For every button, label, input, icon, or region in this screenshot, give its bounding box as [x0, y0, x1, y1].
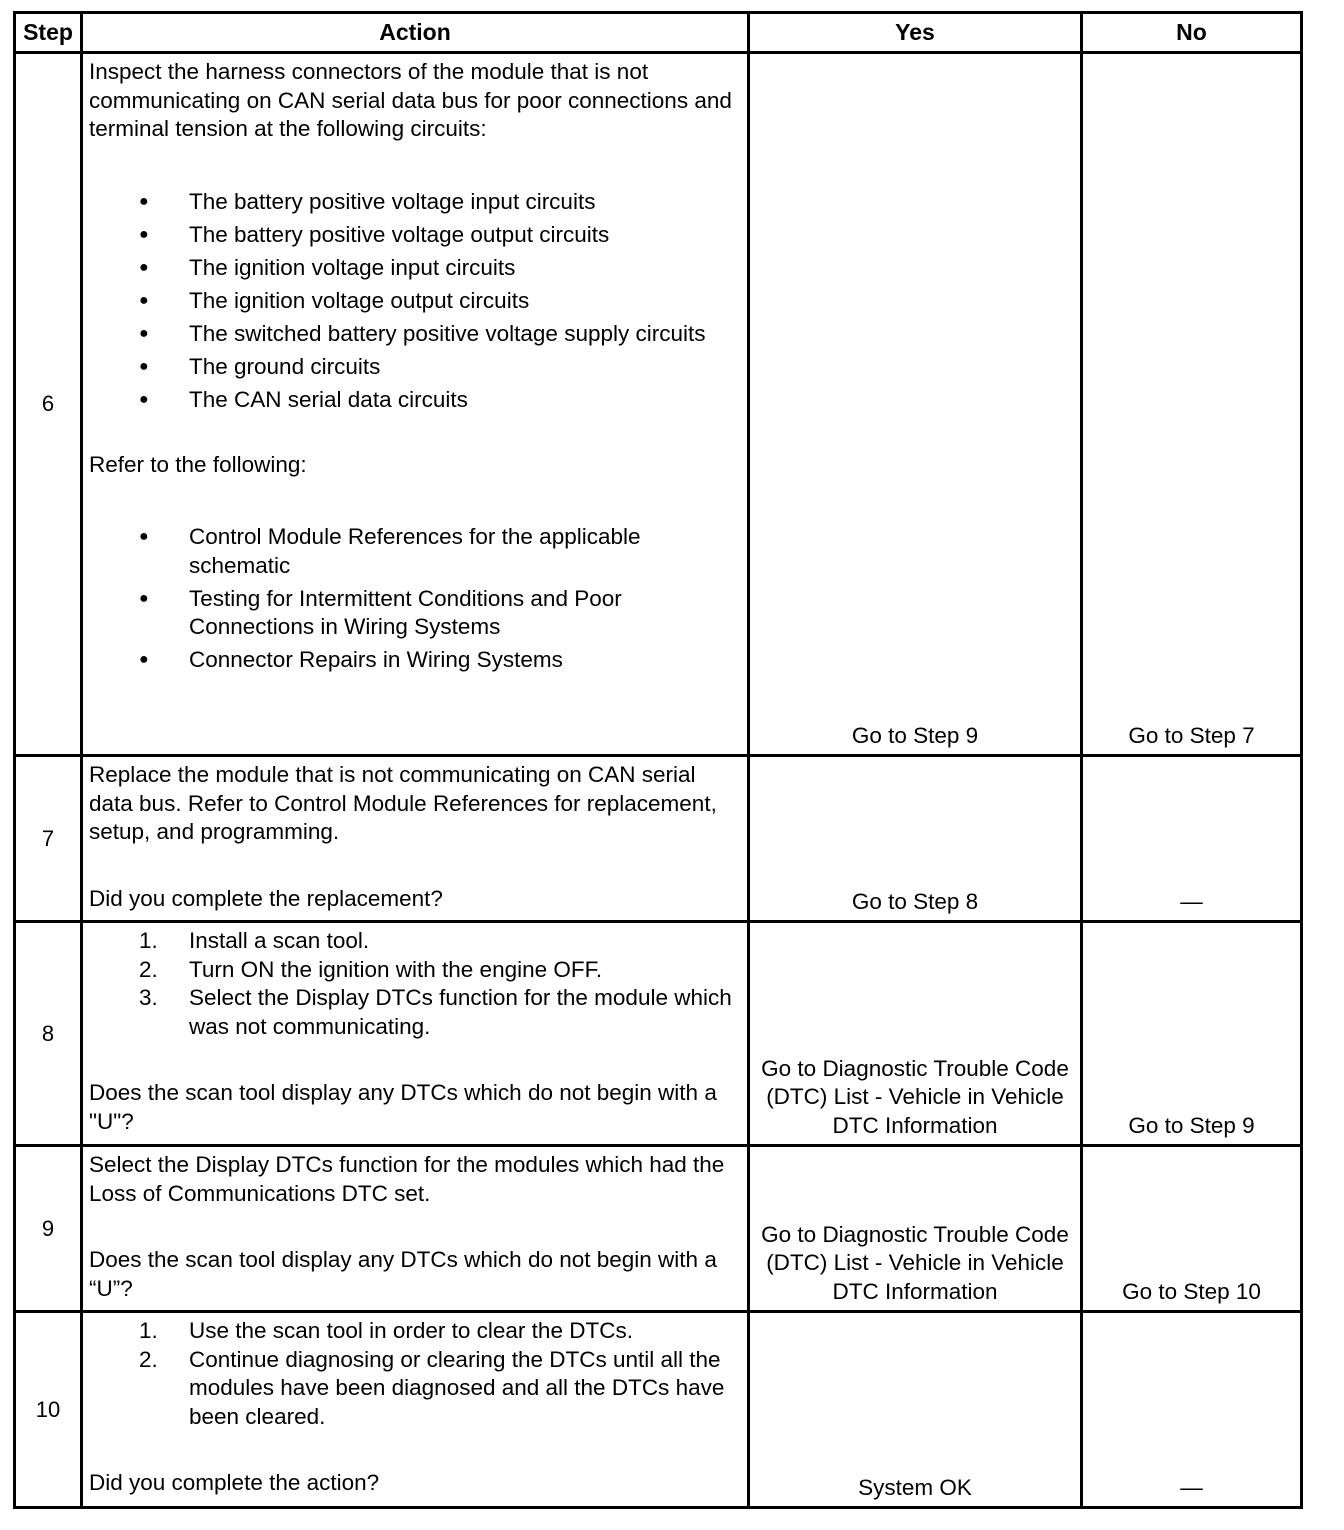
list-item: ● The ground circuits [89, 353, 737, 382]
step-number: 9 [15, 1146, 82, 1312]
action-intro: Inspect the harness connectors of the module that is not communicating on CAN serial data bus for poor connections and terminal tension at the following circuits: [89, 59, 732, 141]
header-no: No [1082, 13, 1302, 53]
refer-label: Refer to the following: [89, 451, 307, 477]
list-text: Install a scan tool. [189, 928, 370, 953]
table-row [15, 756, 1302, 922]
list-number: 2. [139, 956, 158, 982]
list-number: 2. [139, 1346, 158, 1372]
action-cell [82, 756, 749, 922]
list-item: ● The ignition voltage input circuits [89, 254, 737, 283]
action-question: Does the scan tool display any DTCs which do not begin with a “U”? [89, 1247, 717, 1301]
step-number: 8 [15, 922, 82, 1146]
action-cell [82, 922, 749, 1146]
list-item: ● Connector Repairs in Wiring Systems [89, 646, 737, 675]
list-item: ● Control Module References for the applicable schematic [89, 523, 737, 580]
list-item: ● Testing for Intermittent Conditions and Poor Connections in Wiring Systems [89, 585, 737, 642]
list-item: ● The ignition voltage output circuits [89, 287, 737, 316]
list-item: ● The battery positive voltage output circuits [89, 221, 737, 250]
list-text: Turn ON the ignition with the engine OFF. [189, 956, 603, 982]
yes-cell: Go to Diagnostic Trouble Code (DTC) List - Vehicle in Vehicle DTC Information [749, 922, 1082, 1146]
procedure-list [89, 927, 737, 1041]
list-text: Continue diagnosing or clearing the DTCs until all the modules have been diagnosed and all the DTCs have been cleared. [189, 1346, 725, 1429]
list-text: Use the scan tool in order to clear the DTCs. [189, 1318, 633, 1343]
step-number: 6 [15, 53, 82, 756]
no-cell: Go to Step 9 [1082, 922, 1302, 1146]
list-number: 1. [139, 1318, 158, 1343]
table-row [15, 1146, 1302, 1312]
yes-cell: Go to Step 9 [749, 53, 1082, 756]
no-cell: — [1082, 756, 1302, 922]
action-cell [82, 1146, 749, 1312]
no-cell: Go to Step 7 [1082, 53, 1302, 756]
list-item [89, 1317, 737, 1346]
action-question: Did you complete the action? [89, 1470, 380, 1495]
action-question: Does the scan tool display any DTCs which do not begin with a "U"? [89, 1080, 717, 1134]
yes-cell: Go to Step 8 [749, 756, 1082, 922]
action-cell [82, 53, 749, 756]
no-cell: — [1082, 1312, 1302, 1508]
list-item: ● The battery positive voltage input circuits [89, 188, 737, 217]
list-item [89, 1346, 737, 1432]
action-cell [82, 1312, 749, 1508]
action-question: Did you complete the replacement? [89, 885, 443, 911]
table-row [15, 1312, 1302, 1508]
header-row [15, 13, 1302, 53]
list-item [89, 927, 737, 956]
list-text: Select the Display DTCs function for the module which was not communicating. [189, 985, 732, 1039]
action-text: Replace the module that is not communicating on CAN serial data bus. Refer to Control Module References for replacement, setup, and programming. [89, 762, 717, 844]
reference-list [89, 523, 737, 675]
no-cell: Go to Step 10 [1082, 1146, 1302, 1312]
table-row [15, 922, 1302, 1146]
list-number: 1. [139, 928, 158, 953]
list-item: ● The CAN serial data circuits [89, 386, 737, 415]
yes-cell: System OK [749, 1312, 1082, 1508]
list-item [89, 984, 737, 1041]
header-step: Step [15, 13, 82, 53]
header-action: Action [82, 13, 749, 53]
circuit-list [89, 188, 737, 415]
header-yes: Yes [749, 13, 1082, 53]
action-text: Select the Display DTCs function for the modules which had the Loss of Communications DTC set. [89, 1152, 725, 1206]
step-number: 10 [15, 1312, 82, 1508]
procedure-list [89, 1317, 737, 1431]
list-number: 3. [139, 985, 158, 1010]
table-row [15, 53, 1302, 756]
list-item [89, 956, 737, 985]
step-number: 7 [15, 756, 82, 922]
list-item: ● The switched battery positive voltage supply circuits [89, 320, 737, 349]
yes-cell: Go to Diagnostic Trouble Code (DTC) List - Vehicle in Vehicle DTC Information [749, 1146, 1082, 1312]
diagnostic-table [13, 11, 1303, 1509]
